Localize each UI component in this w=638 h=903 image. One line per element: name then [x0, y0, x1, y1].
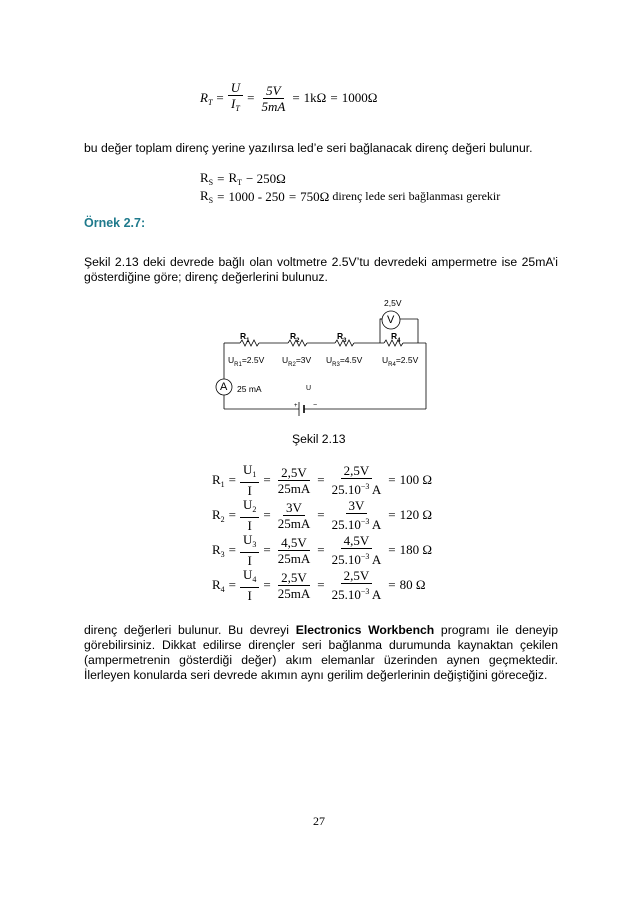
- calc-frac-si: $\frac{2,5V}{25.10^{-3} A}$: [331, 463, 382, 497]
- formula-rt: $R_T$ = $\frac{U}{I_T}$ = $\frac{5V}{5mA}$ = 1kΩ = 1000Ω: [200, 80, 377, 116]
- calc-frac-symbolic: $\frac{U_1}{I}$: [240, 462, 259, 498]
- ammeter-value: 25 mA: [237, 384, 262, 394]
- voltage-drop-r3: $U_{R3}=4.5V$: [326, 355, 363, 368]
- example-heading: Örnek 2.7:: [84, 216, 146, 230]
- calc-row: $R_1$ = $\frac{U_1}{I}$ = $\frac{2,5V}{25mA}$ = $\frac{2,5V}{25.10^{-3} A}$ = 100 Ω: [212, 462, 433, 498]
- calc-row: $R_3$ = $\frac{U_3}{I}$ = $\frac{4,5V}{25mA}$ = $\frac{4,5V}{25.10^{-3} A}$ = 180 Ω: [212, 532, 433, 568]
- formula-rs-line2: $R_S$ = 1000 - 250 = 750Ω direnç lede seri bağlanması gerekir: [200, 188, 501, 205]
- page-number: 27: [313, 814, 325, 828]
- calc-frac-si: $\frac{4,5V}{25.10^{-3} A}$: [331, 533, 382, 567]
- calc-frac-symbolic: $\frac{U_3}{I}$: [240, 532, 259, 568]
- voltmeter-value: 2,5V: [384, 298, 402, 308]
- formula-rt-frac1: $\frac{U}{I_T}$: [228, 80, 243, 116]
- formula-rt-lhs: $R_T$: [200, 89, 213, 107]
- calc-result: 120 Ω: [399, 507, 433, 522]
- formula-rt-result2: 1000Ω: [341, 90, 378, 105]
- calc-result: 180 Ω: [399, 542, 433, 557]
- voltmeter-symbol: V: [387, 314, 395, 326]
- voltage-drop-r2: $U_{R2}=3V$: [282, 355, 312, 368]
- calc-frac-si: $\frac{2,5V}{25.10^{-3} A}$: [331, 568, 382, 602]
- source-minus: −: [313, 402, 318, 409]
- example-text: Şekil 2.13 deki devrede bağlı olan voltmetre 2.5V’tu devredeki ampermetre ise 25mA’i gösterdiğine göre; direnç değerlerini bulunuz.: [84, 255, 558, 284]
- formula-rs-line1: $R_S$ = $R_T$ − 250Ω: [200, 170, 286, 187]
- formula-rt-result1: 1kΩ: [303, 90, 327, 105]
- source-label: U: [306, 385, 312, 392]
- figure-caption: Şekil 2.13: [292, 432, 346, 446]
- formula-rt-frac2: $\frac{5V}{5mA}$: [261, 82, 286, 114]
- calc-lhs: $R_2$: [212, 506, 225, 524]
- calc-frac-symbolic: $\frac{U_4}{I}$: [240, 567, 259, 603]
- resistor-label-r1: $R_1$: [240, 331, 250, 344]
- resistor-label-r4: $R_4$: [391, 331, 401, 344]
- calc-row: $R_4$ = $\frac{U_4}{I}$ = $\frac{2,5V}{25mA}$ = $\frac{2,5V}{25.10^{-3} A}$ = 80 Ω: [212, 567, 426, 603]
- calc-result: 100 Ω: [399, 472, 433, 487]
- calc-lhs: $R_3$: [212, 541, 225, 559]
- calc-frac-values: $\frac{4,5V}{25mA}$: [277, 534, 311, 566]
- voltage-drop-r1: $U_{R1}=2.5V$: [228, 355, 265, 368]
- calc-frac-symbolic: $\frac{U_2}{I}$: [240, 497, 259, 533]
- program-name: Electronics Workbench: [295, 623, 435, 637]
- calc-lhs: $R_1$: [212, 471, 225, 489]
- voltmeter-branch: [380, 319, 381, 343]
- calc-frac-values: $\frac{2,5V}{25mA}$: [277, 464, 311, 496]
- series-intro-text: bu değer toplam direnç yerine yazılırsa led’e seri bağlanacak direnç değeri bulunur.: [84, 141, 533, 155]
- ammeter-symbol: A: [220, 381, 228, 393]
- calc-row: $R_2$ = $\frac{U_2}{I}$ = $\frac{3V}{25mA}$ = $\frac{3V}{25.10^{-3} A}$ = 120 Ω: [212, 497, 433, 533]
- calc-frac-values: $\frac{2,5V}{25mA}$: [277, 569, 311, 601]
- voltage-drop-r4: $U_{R4}=2.5V$: [382, 355, 419, 368]
- calc-frac-values: $\frac{3V}{25mA}$: [277, 499, 311, 531]
- calc-frac-si: $\frac{3V}{25.10^{-3} A}$: [331, 498, 382, 532]
- source-plus: +: [294, 403, 298, 409]
- calc-lhs: $R_4$: [212, 576, 225, 594]
- resistor-label-r2: $R_2$: [290, 331, 300, 344]
- closing-text: direnç değerleri bulunur. Bu devreyi Electronics Workbench programı ile deneyip görebilirsiniz. Dikkat edilirse dirençler seri bağlanma durumunda kaynaktan çekilen (ampermetrenin gösterdiği değer) akım elemanlar üzerinden aynen geçmektedir. İlerleyen konularda seri devrede akımın aynı gerilim değerlerinin değiştiğini göreceğiz.: [84, 623, 558, 682]
- resistor-label-r3: $R_3$: [337, 331, 347, 344]
- calc-result: 80 Ω: [399, 577, 426, 592]
